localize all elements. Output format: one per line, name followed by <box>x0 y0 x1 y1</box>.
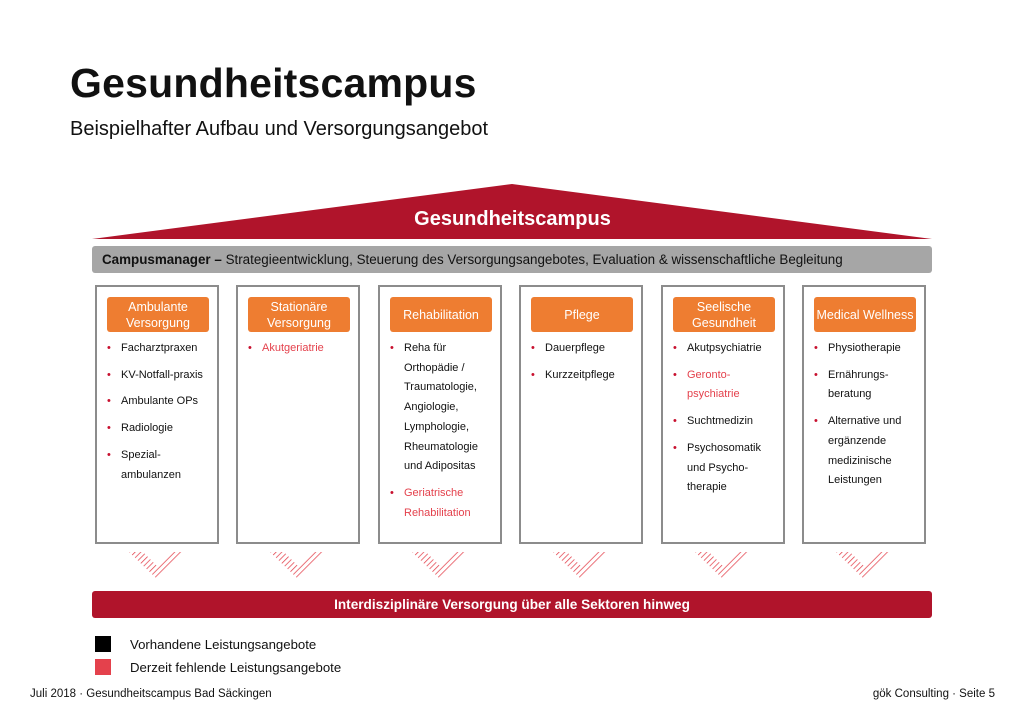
footer-left: Juli 2018 · Gesundheitscampus Bad Säckingen <box>30 688 272 700</box>
column-header: Pflege <box>531 297 633 332</box>
chevron-down-icon <box>695 552 751 580</box>
column-list <box>814 339 920 498</box>
legend-missing-swatch <box>95 659 111 675</box>
list-item: • Radiologie <box>107 419 213 439</box>
interdisciplinary-band: Interdisziplinäre Versorgung über alle Sektoren hinweg <box>92 591 932 618</box>
list-item: • KV-Notfall-praxis <box>107 366 213 386</box>
column-1 <box>236 285 360 544</box>
manager-bold: Campusmanager – <box>102 252 222 267</box>
column-header: Rehabilitation <box>390 297 492 332</box>
list-item: • Kurzzeitpflege <box>531 366 637 386</box>
list-item: • Dauerpflege <box>531 339 637 359</box>
column-5 <box>802 285 926 544</box>
chevron-down-icon <box>412 552 468 580</box>
column-list <box>390 339 496 530</box>
list-item: • Ambulante OPs <box>107 392 213 412</box>
list-item: • Geronto-psychiatrie <box>673 366 779 405</box>
list-item: • Spezial-ambulanzen <box>107 446 213 485</box>
campus-manager-bar <box>92 246 932 273</box>
chevron-down-icon <box>129 552 185 580</box>
list-item: • Physiotherapie <box>814 339 920 359</box>
footer-right: gök Consulting · Seite 5 <box>872 688 995 700</box>
chevron-down-icon <box>553 552 609 580</box>
list-item: • Suchtmedizin <box>673 412 779 432</box>
column-list <box>248 339 354 366</box>
legend-existing-swatch <box>95 636 111 652</box>
column-list <box>531 339 637 392</box>
column-header: Seelische Gesundheit <box>673 297 775 332</box>
column-header: Stationäre Versorgung <box>248 297 350 332</box>
legend-missing-label: Derzeit fehlende Leistungsangebote <box>130 660 342 675</box>
column-header: Ambulante Versorgung <box>107 297 209 332</box>
column-2 <box>378 285 502 544</box>
column-list <box>107 339 213 492</box>
list-item: • Geriatrische Rehabilitation <box>390 484 496 523</box>
page-title: Gesundheitscampus <box>70 60 477 106</box>
column-list <box>673 339 779 505</box>
page-subtitle: Beispielhafter Aufbau und Versorgungsangebot <box>70 118 489 140</box>
chevron-down-icon <box>270 552 326 580</box>
list-item: • Akutgeriatrie <box>248 339 354 359</box>
list-item: • Reha für Orthopädie / Traumatologie, Angiologie, Lymphologie, Rheumatologie und Adipositas <box>390 339 496 477</box>
list-item: • Alternative und ergänzende medizinische Leistungen <box>814 412 920 491</box>
list-item: • Psychosomatik und Psycho-therapie <box>673 439 779 498</box>
column-3 <box>519 285 643 544</box>
manager-text: Strategieentwicklung, Steuerung des Versorgungsangebotes, Evaluation & wissenschaftliche Begleitung <box>225 252 843 267</box>
legend-existing-label: Vorhandene Leistungsangebote <box>130 637 317 652</box>
roof-label: Gesundheitscampus <box>414 208 611 230</box>
column-0 <box>95 285 219 544</box>
list-item: • Ernährungs-beratung <box>814 366 920 405</box>
chevron-down-icon <box>836 552 892 580</box>
list-item: • Akutpsychiatrie <box>673 339 779 359</box>
column-4 <box>661 285 785 544</box>
list-item: • Facharztpraxen <box>107 339 213 359</box>
column-header: Medical Wellness <box>814 297 916 332</box>
